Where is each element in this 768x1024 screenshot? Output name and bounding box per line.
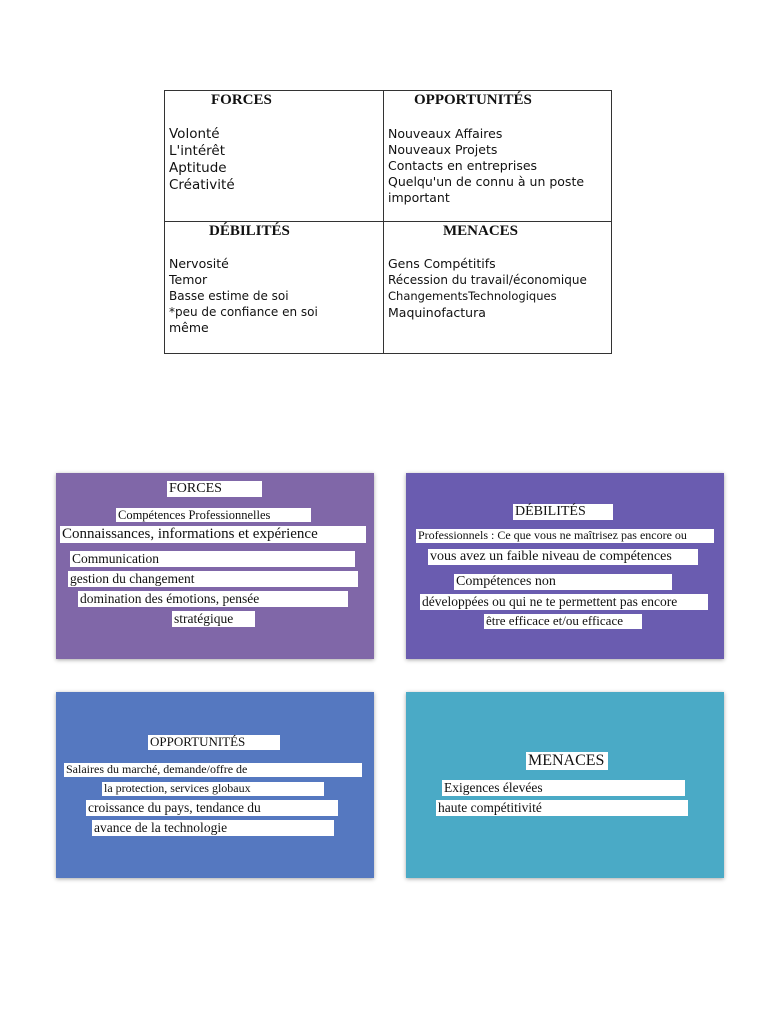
list-item: Nervosité: [169, 256, 229, 271]
card-forces-line: domination des émotions, pensée: [78, 591, 348, 607]
cell-opportunites-list: [388, 126, 584, 206]
card-debilites-line: être efficace et/ou efficace: [484, 614, 642, 629]
card-forces-line: gestion du changement: [68, 571, 358, 587]
card-debilites-line: Professionnels : Ce que vous ne maîtrisez pas encore ou: [416, 529, 714, 543]
card-opportunites-line: Salaires du marché, demande/offre de: [64, 763, 362, 777]
list-item: Nouveaux Affaires: [388, 126, 503, 141]
list-item: Récession du travail/économique: [388, 273, 587, 287]
card-forces-line: stratégique: [172, 611, 255, 627]
swot-table: [164, 90, 612, 354]
card-opportunites-title: OPPORTUNITÉS: [148, 735, 280, 750]
card-debilites-title: DÉBILITÉS: [513, 504, 613, 520]
card-opportunites-line: croissance du pays, tendance du: [86, 800, 338, 816]
cell-debilites-title: DÉBILITÉS: [209, 223, 290, 239]
list-item: Basse estime de soi: [169, 289, 289, 303]
card-forces-line: Compétences Professionnelles: [116, 508, 311, 522]
cell-forces-list: [169, 126, 235, 194]
list-item: Temor: [169, 272, 208, 287]
card-forces-line: Connaissances, informations et expérience: [60, 526, 366, 543]
card-menaces-line: haute compétitivité: [436, 800, 688, 816]
card-opportunites-line: avance de la technologie: [92, 820, 334, 836]
cell-menaces-title: MENACES: [443, 223, 519, 239]
list-item: L'intérêt: [169, 143, 225, 159]
list-item: Contacts en entreprises: [388, 158, 538, 173]
cell-opportunites: [384, 91, 613, 221]
list-item: même: [169, 320, 209, 335]
cell-menaces: [384, 222, 613, 355]
cell-menaces-list: [388, 256, 587, 322]
list-item: Créativité: [169, 177, 235, 193]
list-item: important: [388, 190, 450, 205]
cell-opportunites-title: OPPORTUNITÉS: [414, 92, 532, 108]
cell-forces-title: FORCES: [211, 92, 272, 108]
card-menaces: [406, 692, 724, 878]
card-forces: [56, 473, 374, 659]
list-item: Gens Compétitifs: [388, 256, 496, 271]
card-menaces-line: Exigences élevées: [442, 780, 685, 796]
card-opportunites-line: la protection, services globaux: [102, 782, 324, 796]
cell-debilites-list: [169, 256, 318, 336]
list-item: Nouveaux Projets: [388, 142, 498, 157]
card-opportunites: [56, 692, 374, 878]
cell-debilites: [165, 222, 383, 355]
card-debilites: [406, 473, 724, 659]
card-debilites-line: développées ou qui ne te permettent pas encore: [420, 594, 708, 610]
cell-forces: [165, 91, 383, 221]
card-forces-title: FORCES: [167, 481, 262, 497]
list-item: Maquinofactura: [388, 305, 486, 320]
card-debilites-line: Compétences non: [454, 574, 672, 590]
card-debilites-line: vous avez un faible niveau de compétences: [428, 549, 698, 565]
list-item: Volonté: [169, 126, 220, 142]
list-item: Quelqu'un de connu à un poste: [388, 174, 585, 189]
list-item: ChangementsTechnologiques: [388, 289, 557, 303]
card-menaces-title: MENACES: [526, 752, 608, 770]
card-forces-line: Communication: [70, 551, 355, 567]
list-item: Aptitude: [169, 160, 227, 176]
list-item: *peu de confiance en soi: [169, 305, 318, 319]
